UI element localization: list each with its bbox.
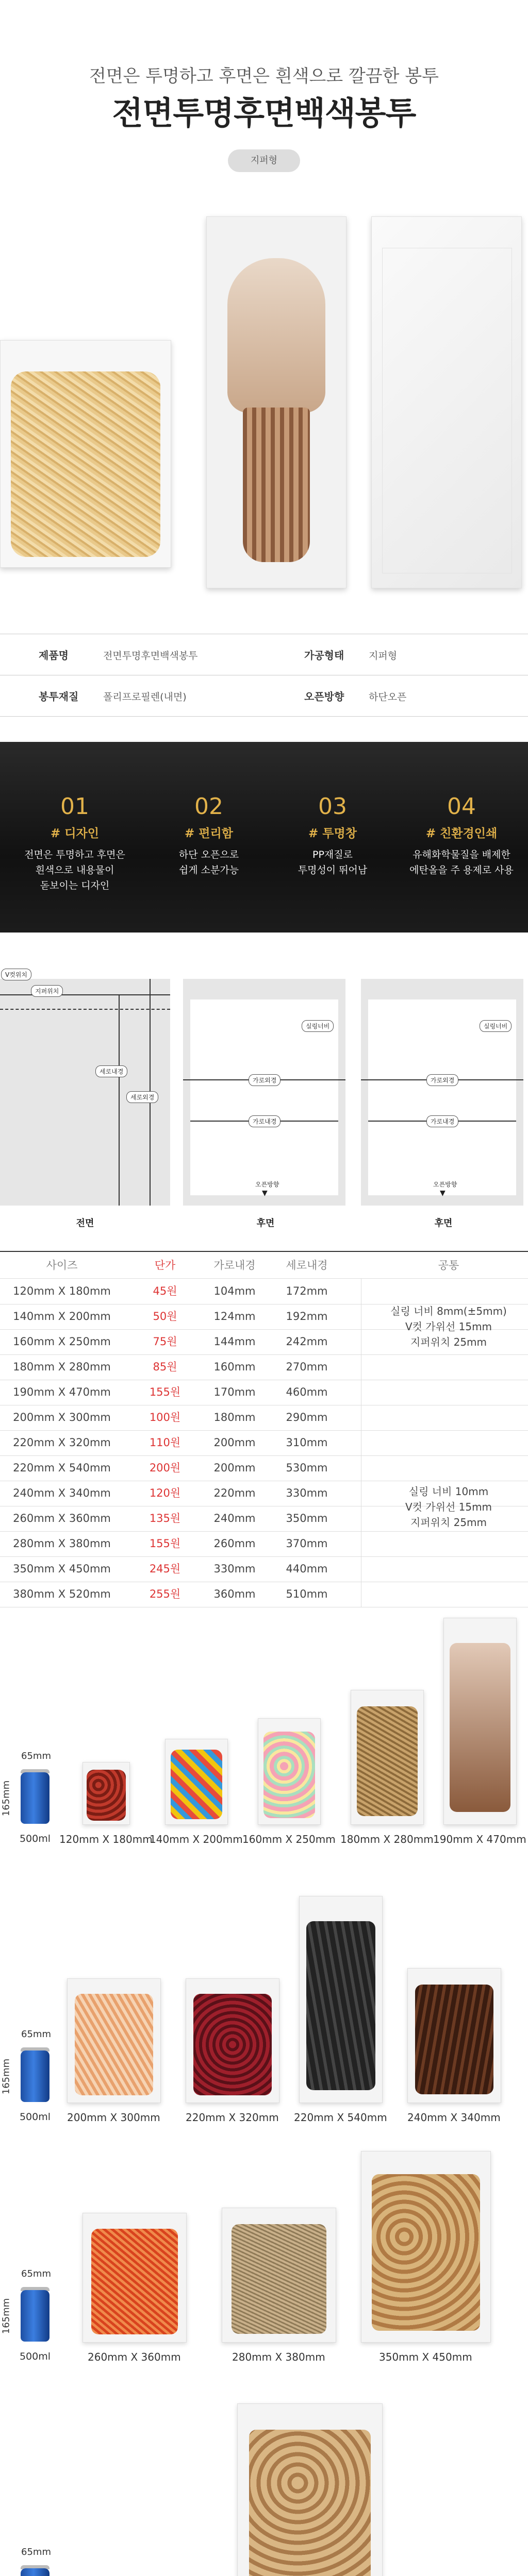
- cell-size: 240mm X 340mm: [13, 1487, 111, 1499]
- arrow-down-icon: ▼: [262, 1189, 268, 1197]
- cell-inner-height: 330mm: [286, 1487, 328, 1499]
- feature-number: 02: [194, 793, 223, 820]
- inner-width-tag: 가로내경: [249, 1115, 280, 1127]
- seal-width-tag: 실링너비: [480, 1020, 512, 1032]
- cell-inner-width: 124mm: [213, 1310, 256, 1323]
- table-row: [0, 1582, 528, 1607]
- size-label: 160mm X 250mm: [242, 1833, 336, 1845]
- features-section: [0, 742, 528, 933]
- cell-price: 100원: [149, 1411, 181, 1423]
- cell-inner-height: 460mm: [286, 1386, 328, 1398]
- cell-inner-height: 242mm: [286, 1335, 328, 1348]
- cell-price: 255원: [149, 1588, 181, 1600]
- cell-inner-width: 144mm: [213, 1335, 256, 1348]
- cell-inner-width: 160mm: [213, 1361, 256, 1373]
- size-bag: [165, 1739, 228, 1825]
- cell-inner-width: 330mm: [213, 1563, 256, 1575]
- cell-price: 45원: [153, 1285, 177, 1297]
- header-inner-height: 세로내경: [286, 1259, 328, 1272]
- cell-inner-height: 270mm: [286, 1361, 328, 1373]
- info-value-name: 전면투명후면백색봉투: [103, 650, 198, 662]
- cell-size: 180mm X 280mm: [13, 1361, 111, 1373]
- diagram-back-panel-2: [361, 979, 523, 1206]
- table-row: [0, 1279, 528, 1304]
- common-line: 지퍼위치 25mm: [410, 1336, 487, 1348]
- size-label: 180mm X 280mm: [340, 1833, 434, 1845]
- cell-price: 120원: [149, 1487, 181, 1499]
- cell-inner-height: 192mm: [286, 1310, 328, 1323]
- zipper-line: [0, 1009, 170, 1010]
- size-label: 240mm X 340mm: [407, 2111, 501, 2124]
- size-bag: [258, 1718, 321, 1825]
- cell-price: 75원: [153, 1335, 177, 1348]
- can-height-label: 165mm: [1, 2058, 12, 2095]
- bag-contents: [372, 2174, 480, 2330]
- feature-desc-line: 유해화학물질을 배제한: [412, 849, 510, 860]
- cell-inner-width: 240mm: [213, 1512, 256, 1524]
- size-label: 220mm X 540mm: [294, 2111, 387, 2124]
- can-height-label: 165mm: [1, 1780, 12, 1817]
- bag-contents: [415, 1985, 493, 2094]
- feature-title: # 편리함: [185, 827, 233, 840]
- info-label-process: 가공형태: [304, 649, 344, 662]
- vcut-tag: V컷위치: [1, 969, 31, 980]
- cell-inner-width: 200mm: [213, 1436, 256, 1449]
- info-value-open: 하단오픈: [369, 691, 407, 703]
- arrow-down-icon: ▼: [440, 1189, 446, 1197]
- table-row: [0, 1531, 528, 1557]
- bag-contents: [87, 1770, 126, 1820]
- cell-size: 220mm X 320mm: [13, 1436, 111, 1449]
- hero-bag-white: [371, 216, 522, 588]
- outer-width-tag: 가로외경: [249, 1074, 280, 1086]
- bag-contents: [306, 1921, 375, 2090]
- size-label: 190mm X 470mm: [433, 1833, 526, 1845]
- can-width-label: 65mm: [21, 2029, 51, 2040]
- cell-price: 85원: [153, 1361, 177, 1373]
- outer-width-tag: 가로외경: [426, 1074, 458, 1086]
- cell-inner-height: 440mm: [286, 1563, 328, 1575]
- size-bag: [186, 1978, 279, 2103]
- cell-inner-width: 104mm: [213, 1285, 256, 1297]
- can-height-label: [1, 2574, 12, 2576]
- common-spec-a: [371, 1303, 526, 1350]
- size-bag: [82, 2213, 187, 2343]
- bag-contents: [171, 1750, 223, 1819]
- diagram-back-title-2: 후면: [434, 1218, 453, 1229]
- feature-desc-line: 돋보이는 디자인: [40, 880, 110, 891]
- vcut-line: [0, 994, 170, 995]
- info-label-open: 오픈방향: [304, 690, 344, 703]
- cell-price: 155원: [149, 1386, 181, 1398]
- size-label: 120mm X 180mm: [59, 1833, 153, 1845]
- can-width-label: 65mm: [21, 2547, 51, 2557]
- cell-size: 160mm X 250mm: [13, 1335, 111, 1348]
- common-line: 실링 너비 10mm: [408, 1485, 489, 1498]
- table-row: [0, 1556, 528, 1582]
- cell-price: 155원: [149, 1537, 181, 1550]
- cell-size: 350mm X 450mm: [13, 1563, 111, 1575]
- hero-bag-noodles: [0, 340, 171, 568]
- cell-inner-width: 360mm: [213, 1588, 256, 1600]
- header-common: 공통: [438, 1259, 459, 1272]
- can-volume-label: 500ml: [19, 1833, 51, 1844]
- table-row: [0, 1430, 528, 1456]
- size-bag: [361, 2151, 491, 2343]
- cell-size: 220mm X 540mm: [13, 1462, 111, 1474]
- info-value-material: 폴리프로필렌(내면): [103, 691, 187, 703]
- table-row: [0, 1380, 528, 1405]
- feature-desc-line: 에탄올을 주 용제로 사용: [409, 865, 514, 876]
- size-table-header: [0, 1253, 528, 1279]
- info-label-material: 봉투재질: [39, 690, 79, 703]
- drink-can-icon: [21, 2050, 50, 2102]
- size-bag: [237, 2403, 383, 2576]
- feature-desc-line: 쉽게 소분가능: [178, 865, 239, 876]
- bag-contents: [249, 2430, 370, 2576]
- cell-size: 140mm X 200mm: [13, 1310, 111, 1323]
- diagram-back-panel: [183, 979, 345, 1206]
- cell-size: 190mm X 470mm: [13, 1386, 111, 1398]
- cell-inner-height: 172mm: [286, 1285, 328, 1297]
- size-bag: [222, 2208, 336, 2343]
- drink-can-icon: [21, 2568, 50, 2576]
- bag-contents: [232, 2224, 327, 2334]
- cell-price: 110원: [149, 1436, 181, 1449]
- feature-eco-print: [402, 793, 521, 878]
- cell-inner-height: 290mm: [286, 1411, 328, 1423]
- feature-desc-line: 흰색으로 내용물이: [35, 865, 114, 876]
- bag-contents: [91, 2229, 178, 2334]
- feature-window: [273, 793, 392, 878]
- common-spec-b: [371, 1484, 526, 1530]
- drink-can-icon: [21, 1772, 50, 1824]
- header-inner-width: 가로내경: [213, 1259, 256, 1272]
- header-size: 사이즈: [46, 1259, 78, 1272]
- cell-inner-width: 260mm: [213, 1537, 256, 1550]
- bag-contents: [193, 1994, 271, 2095]
- size-bag: [82, 1762, 130, 1825]
- cell-size: 380mm X 520mm: [13, 1588, 111, 1600]
- size-label: 200mm X 300mm: [67, 2111, 160, 2124]
- hero-subtitle: 전면은 투명하고 후면은 흰색으로 깔끔한 봉투: [89, 66, 439, 87]
- table-row: [0, 1405, 528, 1431]
- common-line: 지퍼위치 25mm: [410, 1516, 487, 1529]
- size-label: 140mm X 200mm: [150, 1833, 243, 1845]
- feature-number: 03: [318, 793, 347, 820]
- size-bag: [443, 1618, 517, 1825]
- size-label: 260mm X 360mm: [88, 2351, 181, 2363]
- bag-contents: [263, 1732, 316, 1818]
- type-badge: 지퍼형: [228, 149, 300, 172]
- hero-title: 전면투명후면백색봉투: [112, 94, 416, 132]
- cell-price: 50원: [153, 1310, 177, 1323]
- feature-desc-line: PP재질로: [312, 849, 353, 860]
- bag-contents: [357, 1706, 418, 1816]
- cell-size: 200mm X 300mm: [13, 1411, 111, 1423]
- open-direction-label: 오픈방향: [433, 1181, 457, 1188]
- info-divider-bottom: [0, 716, 528, 717]
- size-label: 220mm X 320mm: [186, 2111, 279, 2124]
- cell-inner-width: 180mm: [213, 1411, 256, 1423]
- cell-price: 135원: [149, 1512, 181, 1524]
- bag-contents: [450, 1643, 510, 1812]
- size-bag: [67, 1978, 161, 2103]
- cell-price: 200원: [149, 1462, 181, 1474]
- feature-desc-line: 전면은 투명하고 후면은: [24, 849, 125, 860]
- cell-inner-width: 220mm: [213, 1487, 256, 1499]
- cell-size: 260mm X 360mm: [13, 1512, 111, 1524]
- table-row: [0, 1354, 528, 1380]
- hero-bag-squid: [206, 216, 346, 588]
- info-value-process: 지퍼형: [369, 650, 398, 662]
- cell-inner-height: 530mm: [286, 1462, 328, 1474]
- cell-inner-width: 200mm: [213, 1462, 256, 1474]
- info-label-name: 제품명: [39, 649, 69, 662]
- cell-size: 280mm X 380mm: [13, 1537, 111, 1550]
- feature-title: # 친환경인쇄: [425, 827, 498, 840]
- feature-desc-line: 하단 오픈으로: [178, 849, 239, 860]
- cell-inner-height: 370mm: [286, 1537, 328, 1550]
- common-line: 실링 너비 8mm(±5mm): [390, 1305, 507, 1317]
- feature-number: 01: [60, 793, 89, 820]
- size-bag: [407, 1968, 501, 2103]
- size-bag: [351, 1690, 424, 1825]
- inner-width-tag: 가로내경: [426, 1115, 458, 1127]
- header-price: 단가: [154, 1259, 176, 1272]
- diagram-front-title: 전면: [76, 1218, 94, 1229]
- common-line: V컷 가위선 15mm: [405, 1320, 492, 1333]
- feature-number: 04: [447, 793, 476, 820]
- feature-convenience: [150, 793, 268, 878]
- cell-inner-height: 310mm: [286, 1436, 328, 1449]
- cell-price: 245원: [149, 1563, 181, 1575]
- table-top-border: [0, 1251, 528, 1252]
- diagram-back-title: 후면: [256, 1218, 275, 1229]
- common-line: V컷 가위선 15mm: [405, 1501, 492, 1513]
- open-direction-label: 오픈방향: [255, 1181, 279, 1188]
- seal-width-tag: 실링너비: [302, 1020, 334, 1032]
- can-height-label: 165mm: [1, 2298, 12, 2334]
- can-volume-label: 500ml: [19, 2351, 51, 2362]
- drink-can-icon: [21, 2290, 50, 2342]
- cell-inner-width: 170mm: [213, 1386, 256, 1398]
- inner-height-line: [119, 994, 120, 1206]
- size-bag: [299, 1896, 383, 2103]
- can-width-label: 65mm: [21, 1751, 51, 1761]
- cell-inner-height: 510mm: [286, 1588, 328, 1600]
- outer-height-tag: 세로외경: [126, 1091, 158, 1103]
- size-label: 280mm X 380mm: [232, 2351, 325, 2363]
- inner-height-tag: 세로내경: [95, 1065, 127, 1077]
- can-volume-label: 500ml: [19, 2111, 51, 2123]
- common-split: [361, 1354, 528, 1355]
- size-label: 350mm X 450mm: [379, 2351, 472, 2363]
- bag-contents: [75, 1994, 153, 2095]
- cell-inner-height: 350mm: [286, 1512, 328, 1524]
- table-row: [0, 1455, 528, 1481]
- feature-design: [15, 793, 134, 893]
- can-width-label: 65mm: [21, 2268, 51, 2279]
- zipper-tag: 지퍼위치: [31, 985, 63, 997]
- cell-size: 120mm X 180mm: [13, 1285, 111, 1297]
- feature-desc-line: 투명성이 뛰어남: [298, 865, 368, 876]
- feature-title: # 투명창: [308, 827, 357, 840]
- feature-title: # 디자인: [51, 827, 99, 840]
